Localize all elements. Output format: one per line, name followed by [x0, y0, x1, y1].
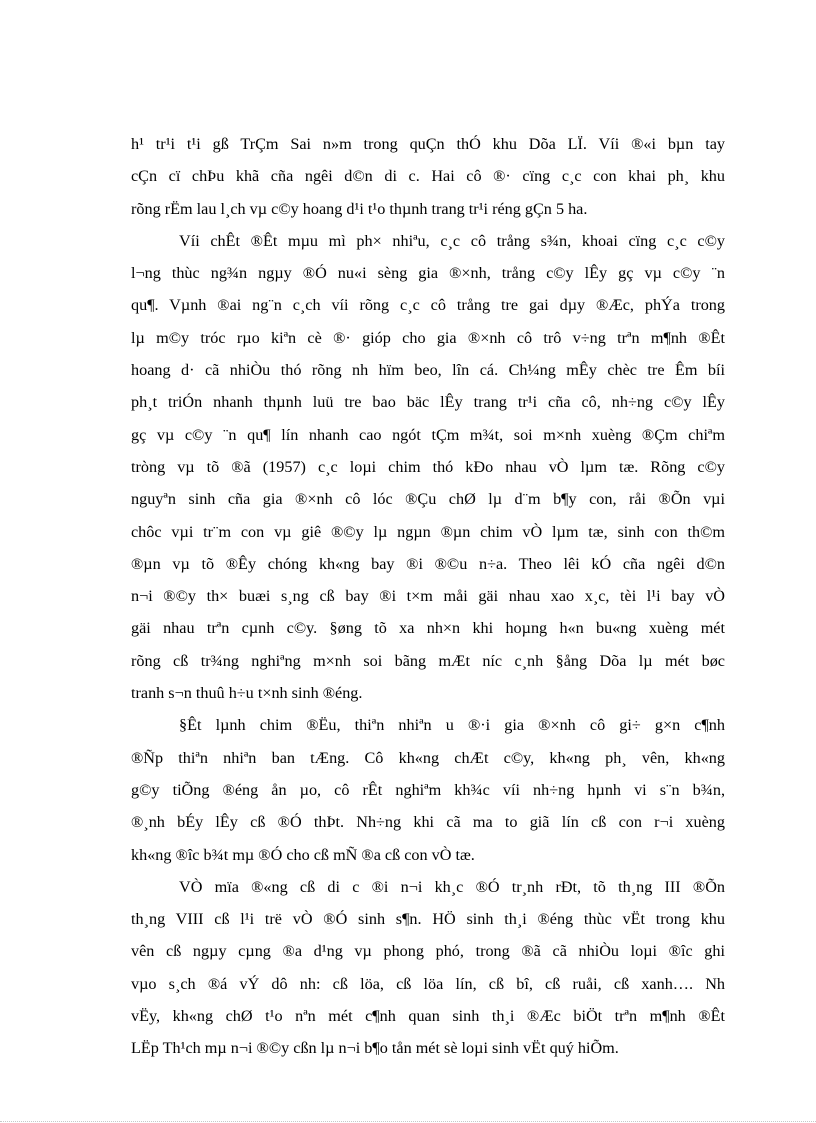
- text-line: gç vµ c©y ¨n qu¶ lín nhanh cao ngót tÇm m¾t, soi m×nh xuèng ®Çm chiªm: [131, 425, 725, 444]
- text-line: ®µn vµ tõ ®Êy chóng kh«ng bay ®i ®©u n÷a. Theo lêi kÓ cña ngêi d©n: [131, 554, 725, 573]
- text-line: h¹ tr¹i t¹i gß TrÇm Sai n»m trong quÇn thÓ khu Dõa LÏ. Víi ®«i bµn tay: [131, 135, 725, 153]
- text-line: nguyªn sinh cña gia ®×nh cô lóc ®Çu chØ lµ d¨m b¶y con, råi ®Õn vµi: [131, 490, 725, 509]
- text-line: chôc vµi tr¨m con vµ giê ®©y lµ ngµn ®µn chim vÒ lµm tæ, sinh con th©m: [131, 522, 725, 541]
- text-line: §Êt lµnh chim ®Ëu, thiªn nhiªn u ®·i gia ®×nh cô gi÷ g×n c¶nh: [179, 716, 725, 735]
- text-line: ®¸nh bÉy lÊy cß ®Ó thÞt. Nh÷ng khi cã ma to giã lín cß con r¬i xuèng: [131, 813, 725, 832]
- text-line: vên cß ngµy cµng ®a d¹ng vµ phong phó, trong ®ã cã nhiÒu loµi ®îc ghi: [131, 942, 725, 961]
- page-bottom-rule: [0, 1121, 816, 1122]
- text-line: ®Ñp thiªn nhiªn ban tÆng. Cô kh«ng chÆt c©y, kh«ng ph¸ vên, kh«ng: [131, 748, 725, 767]
- text-line: rõng rËm lau l¸ch vµ c©y hoang d¹i t¹o thµnh trang tr¹i réng gÇn 5 ha.: [131, 199, 588, 218]
- text-line: g©y tiÕng ®éng ån µo, cô rÊt nghiªm kh¾c víi nh÷ng hµnh vi s¨n b¾n,: [131, 780, 725, 799]
- text-line: tròng vµ tõ ®ã (1957) c¸c loµi chim thó kÐo nhau vÒ lµm tæ. Rõng c©y: [131, 457, 725, 476]
- text-line: hoang d· cã nhiÒu thó rõng nh hïm beo, lîn cá. Ch¼ng mÊy chèc tre Êm bíi: [131, 361, 725, 380]
- text-line: cÇn cï chÞu khã cña ngêi d©n di c. Hai cô ®· cïng c¸c con khai ph¸ khu: [131, 167, 725, 186]
- text-line: l¬ng thùc ng¾n ngµy ®Ó nu«i sèng gia ®×nh, trång c©y lÊy gç vµ c©y ¨n: [131, 264, 725, 283]
- text-line: tranh s¬n thuû h÷u t×nh sinh ®éng.: [131, 684, 363, 703]
- text-line: VÒ mïa ®«ng cß di c ®i n¬i kh¸c ®Ó tr¸nh rÐt, tõ th¸ng III ®Õn: [179, 877, 725, 896]
- text-line: Víi chÊt ®Êt mµu mì ph× nhiªu, c¸c cô trång s¾n, khoai cïng c¸c c©y: [179, 231, 725, 250]
- text-line: gäi nhau trªn cµnh c©y. §øng tõ xa nh×n khi hoµng h«n bu«ng xuèng mét: [131, 619, 725, 638]
- text-line: lµ m©y tróc rµo kiªn cè ®· gióp cho gia ®×nh cô trô v÷ng trªn m¶nh ®Êt: [131, 328, 725, 347]
- text-line: rõng cß tr¾ng nghiªng m×nh soi bãng mÆt níc c¸nh §ång Dõa lµ mét bøc: [131, 651, 725, 670]
- text-line: n¬i ®©y th× buæi s¸ng cß bay ®i t×m måi gäi nhau xao x¸c, tèi l¹i bay vÒ: [131, 587, 725, 606]
- text-line: kh«ng ®îc b¾t mµ ®Ó cho cß mÑ ®a cß con vÒ tæ.: [131, 845, 475, 864]
- text-line: vµo s¸ch ®á vÝ dô nh: cß löa, cß löa lín, cß bî, cß ruåi, cß xanh…. Nh: [131, 974, 725, 993]
- text-line: qu¶. Vµnh ®ai ng¨n c¸ch víi rõng c¸c cô trång tre gai dµy ®Æc, phÝa trong: [131, 296, 725, 315]
- text-line: th¸ng VIII cß l¹i trë vÒ ®Ó sinh s¶n. HÖ sinh th¸i ®éng thùc vËt trong khu: [131, 910, 725, 929]
- text-line: LËp Th¹ch mµ n¬i ®©y cßn lµ n¬i b¶o tån mét sè loµi sinh vËt quý hiÕm.: [131, 1039, 619, 1058]
- body-text: [131, 128, 725, 1065]
- text-line: ph¸t triÓn nhanh thµnh luü tre bao bäc lÊy trang tr¹i cña cô, nh÷ng c©y lÊy: [131, 393, 725, 412]
- text-line: vËy, kh«ng chØ t¹o nªn mét c¶nh quan sinh th¸i ®Æc biÖt trªn m¶nh ®Êt: [131, 1007, 725, 1026]
